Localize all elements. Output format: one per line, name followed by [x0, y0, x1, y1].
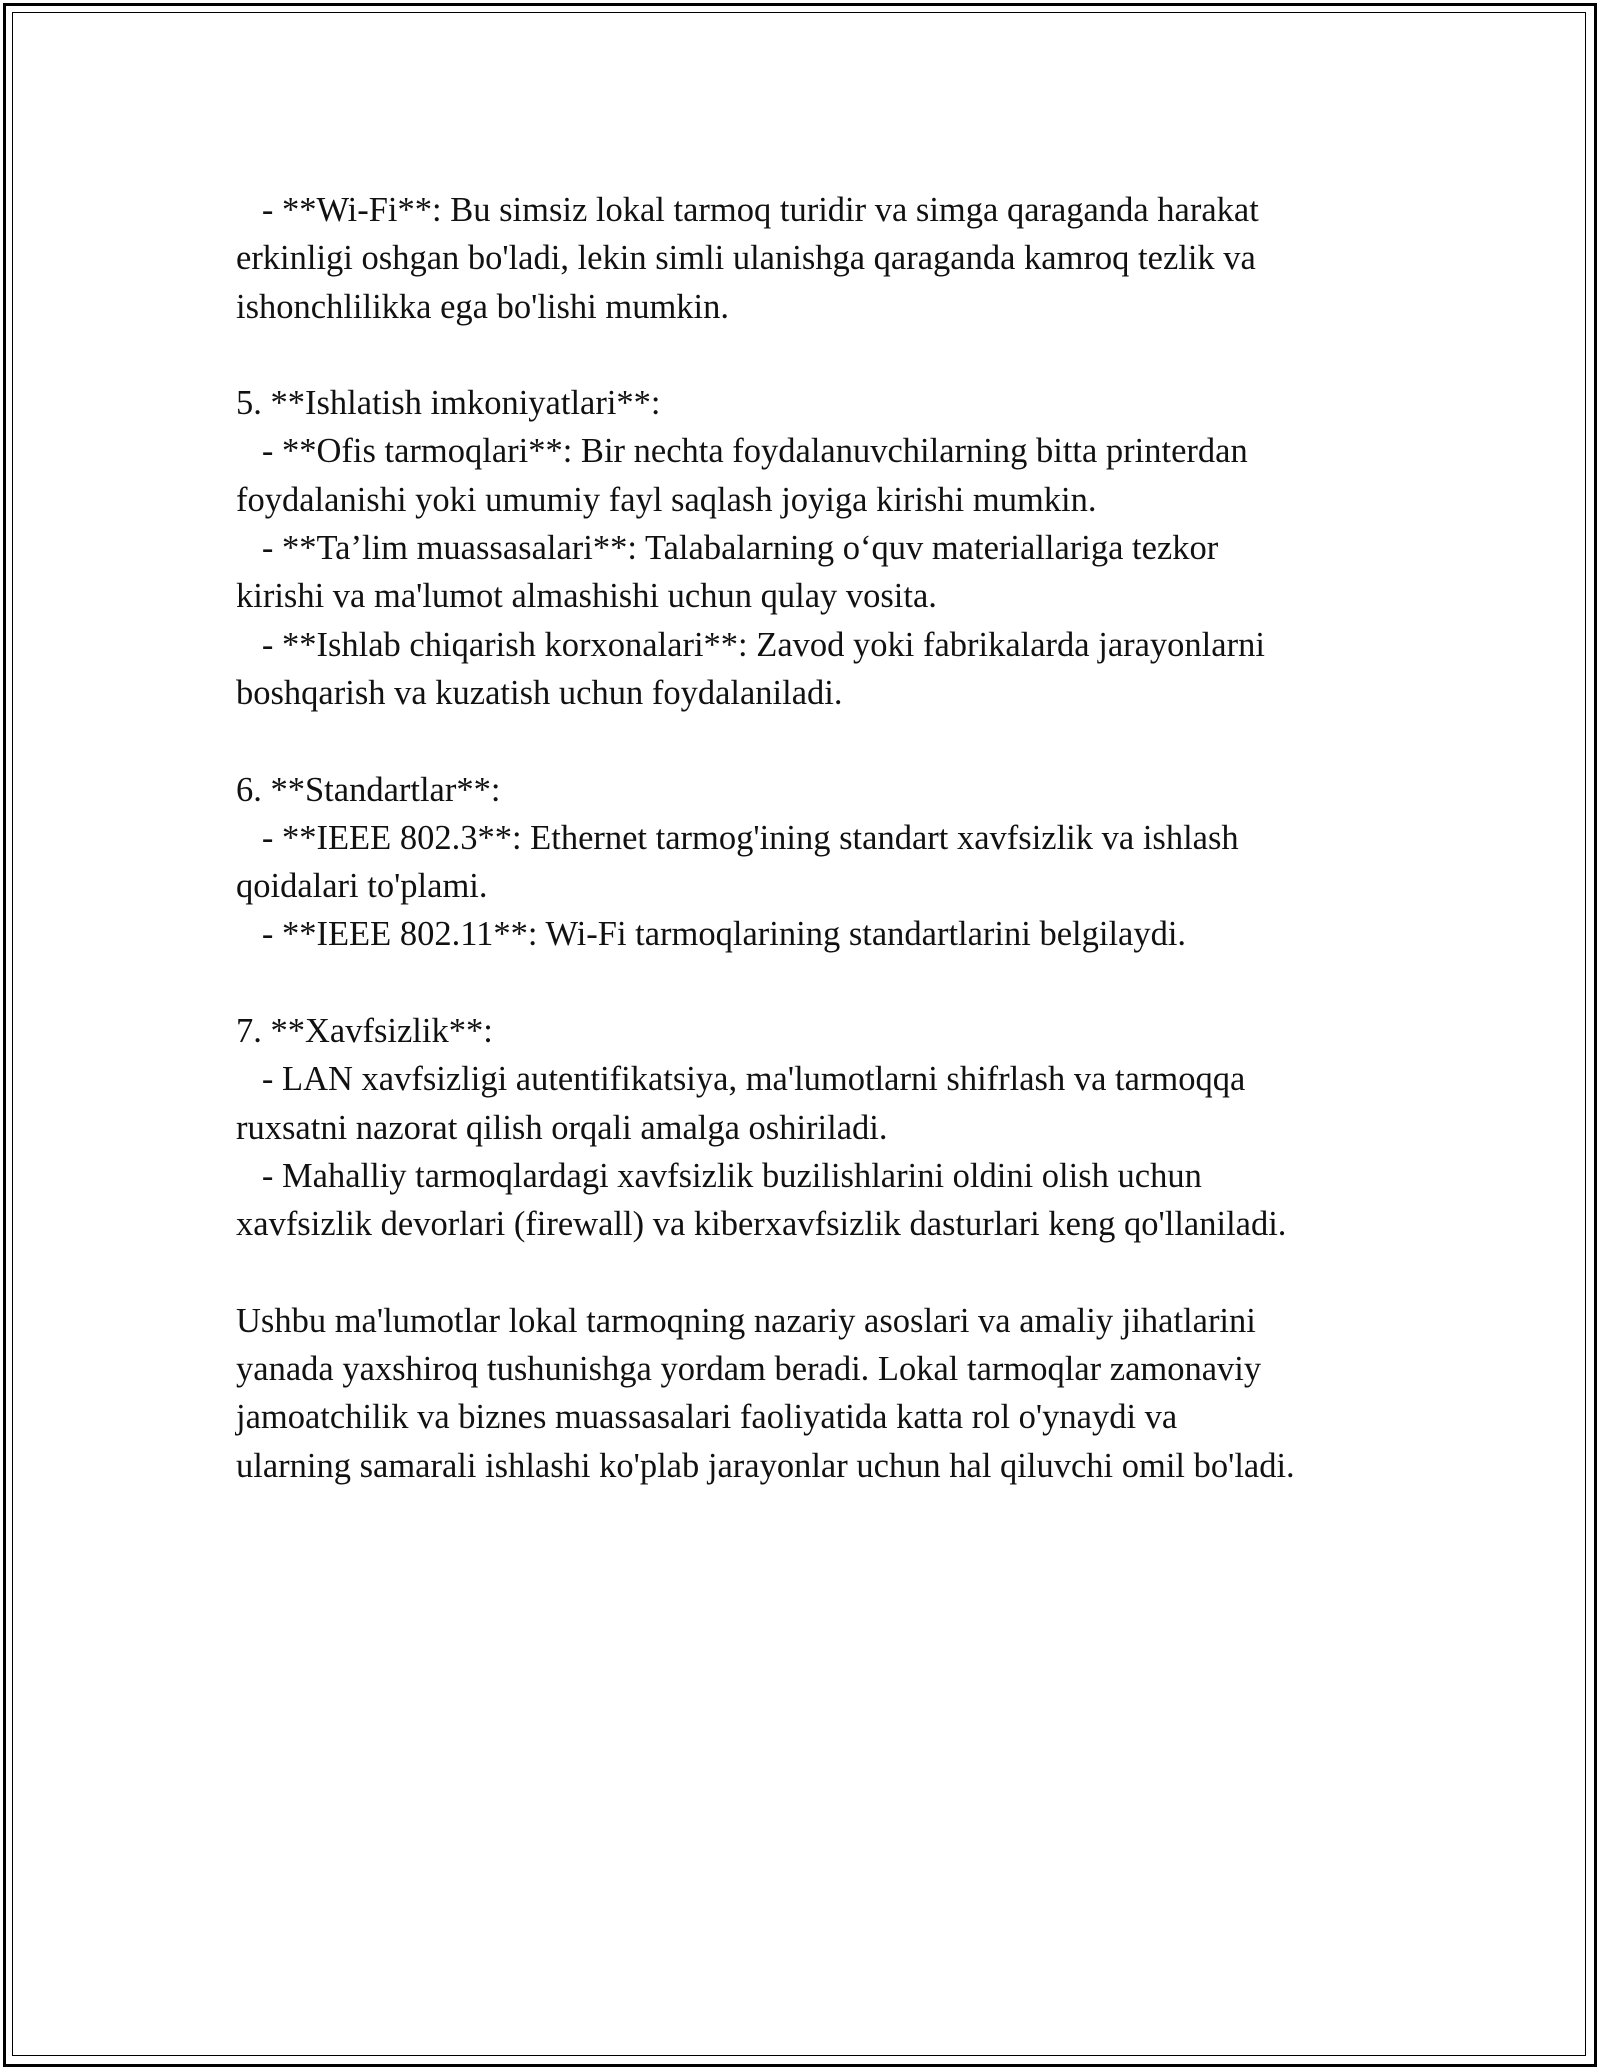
blank-line — [236, 1249, 1386, 1297]
text-line: - **Ishlab chiqarish korxonalari**: Zavod yoki fabrikalarda jarayonlarni — [236, 625, 1265, 664]
section-7 — [236, 1007, 1386, 1248]
text-line: - Mahalliy tarmoqlardagi xavfsizlik buzilishlarini oldini olish uchun — [236, 1156, 1202, 1195]
text-line: - **Wi-Fi**: Bu simsiz lokal tarmoq turidir va simga qaraganda harakat — [236, 191, 1259, 229]
document-body — [236, 186, 1386, 1490]
blank-line — [236, 959, 1386, 1007]
section-heading: 5. **Ishlatish imkoniyatlari**: — [236, 384, 661, 423]
text-line: Ushbu ma'lumotlar lokal tarmoqning nazariy asoslari va amaliy jihatlarini — [236, 1301, 1256, 1340]
text-line: yanada yaxshiroq tushunishga yordam beradi. Lokal tarmoqlar zamonaviy — [236, 1350, 1262, 1389]
section-5 — [236, 379, 1386, 717]
text-line: xavfsizlik devorlari (firewall) va kiberxavfsizlik dasturlari keng qo'llaniladi. — [236, 1205, 1287, 1244]
text-line: ishonchlilikka ega bo'lishi mumkin. — [236, 287, 730, 326]
text-line: - LAN xavfsizligi autentifikatsiya, ma'lumotlarni shifrlash va tarmoqqa — [236, 1060, 1246, 1099]
conclusion-paragraph — [236, 1297, 1386, 1490]
text-line: erkinligi oshgan bo'ladi, lekin simli ulanishga qaraganda kamroq tezlik va — [236, 239, 1256, 278]
text-line: ularning samarali ishlashi ko'plab jarayonlar uchun hal qiluvchi omil bo'ladi. — [236, 1446, 1295, 1485]
blank-line — [236, 717, 1386, 765]
text-line: boshqarish va kuzatish uchun foydalaniladi. — [236, 673, 843, 712]
wifi-item — [236, 186, 1386, 331]
text-line: foydalanishi yoki umumiy fayl saqlash joyiga kirishi mumkin. — [236, 480, 1097, 519]
text-line: kirishi va ma'lumot almashishi uchun qulay vosita. — [236, 577, 937, 616]
blank-line — [236, 331, 1386, 379]
text-line: jamoatchilik va biznes muassasalari faoliyatida katta rol o'ynaydi va — [236, 1398, 1178, 1437]
text-line: - **Ofis tarmoqlari**: Bir nechta foydalanuvchilarning bitta printerdan — [236, 432, 1248, 471]
section-heading: 7. **Xavfsizlik**: — [236, 1012, 493, 1051]
text-line: - **IEEE 802.11**: Wi-Fi tarmoqlarining standartlarini belgilaydi. — [236, 915, 1187, 954]
text-line: ruxsatni nazorat qilish orqali amalga oshiriladi. — [236, 1108, 888, 1147]
section-6 — [236, 766, 1386, 959]
text-line: - **IEEE 802.3**: Ethernet tarmog'ining standart xavfsizlik va ishlash — [236, 818, 1239, 857]
section-heading: 6. **Standartlar**: — [236, 770, 501, 809]
text-line: - **Ta’lim muassasalari**: Talabalarning o‘quv materiallariga tezkor — [236, 529, 1219, 568]
text-line: qoidalari to'plami. — [236, 867, 488, 906]
